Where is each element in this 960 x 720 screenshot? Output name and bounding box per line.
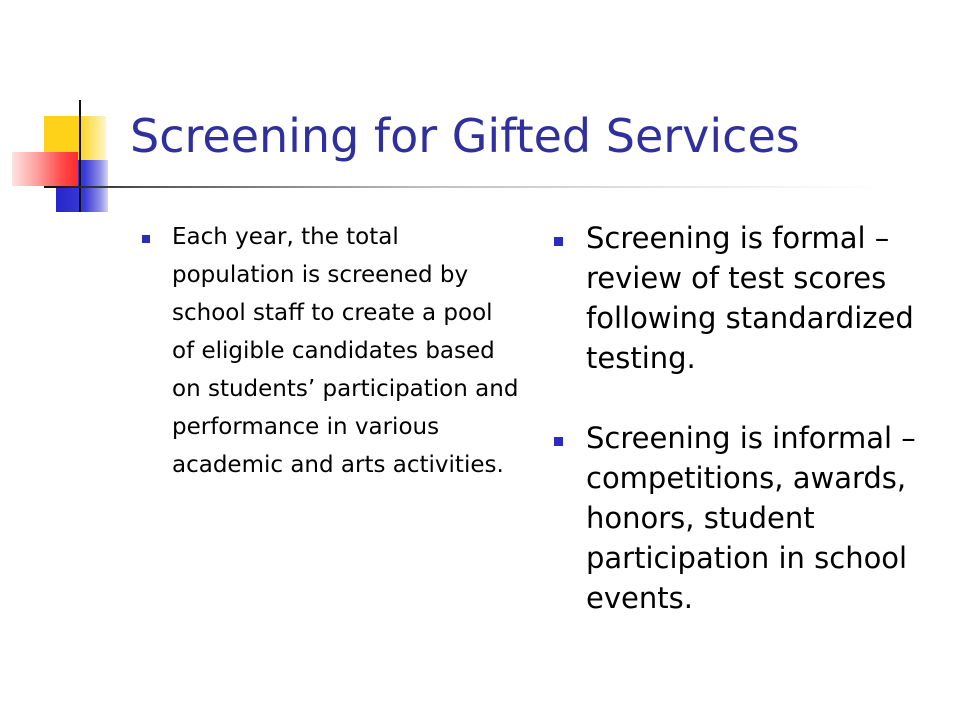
left-bullet-text: Each year, the total population is screened by school staff to create a pool of eligible candidates based on students’ participation and performance in various academic and arts activities. — [172, 224, 519, 478]
right-bullet-text-formal: Screening is formal – review of test scores following standardized testing. — [586, 221, 914, 375]
title-underline — [44, 186, 880, 188]
decorative-vertical-line — [79, 100, 81, 212]
right-bullet-item — [552, 418, 950, 618]
right-bullet-item — [552, 218, 950, 378]
square-bullet-icon — [554, 437, 563, 446]
square-bullet-icon — [554, 237, 563, 246]
slide-title: Screening for Gifted Services — [130, 109, 800, 163]
right-bullet-list — [552, 218, 950, 618]
decorative-red-bar — [12, 152, 78, 186]
square-bullet-icon — [142, 235, 150, 243]
left-bullet-item — [142, 218, 520, 484]
right-bullet-text-informal: Screening is informal – competitions, awards, honors, student participation in school events. — [586, 421, 916, 615]
left-bullet-list — [142, 218, 520, 484]
